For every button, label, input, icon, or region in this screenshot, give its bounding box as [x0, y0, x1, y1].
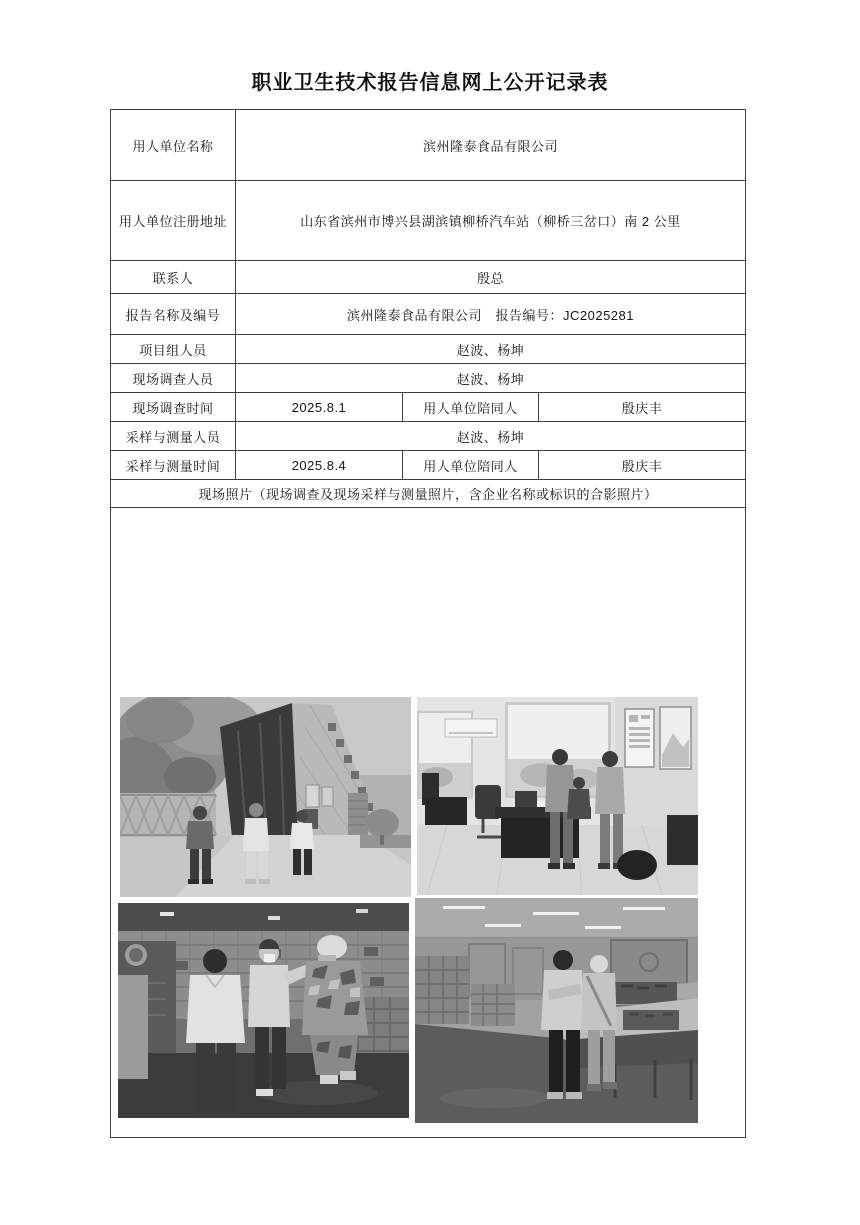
- photo-workshop-inspection: [118, 903, 409, 1118]
- table-row: [111, 364, 746, 393]
- table-row: [111, 451, 746, 480]
- field-value-contact: 殷总: [236, 261, 746, 294]
- table-row: [111, 181, 746, 261]
- table-row: [111, 294, 746, 335]
- field-label-sampling-time: 采样与测量时间: [111, 451, 236, 480]
- field-value-registered-address: 山东省滨州市博兴县湖滨镇柳桥汽车站（柳桥三岔口）南 2 公里: [236, 181, 746, 261]
- field-value-sampling-companion: 殷庆丰: [539, 451, 746, 480]
- page-title: 职业卫生技术报告信息网上公开记录表: [251, 72, 609, 94]
- table-row: [111, 422, 746, 451]
- field-label-sampling-staff: 采样与测量人员: [111, 422, 236, 451]
- table-row: [111, 110, 746, 181]
- photo-workshop-sampling: [415, 898, 698, 1123]
- field-label-sampling-companion: 用人单位陪同人: [403, 451, 539, 480]
- field-value-survey-staff: 赵波、杨坤: [236, 364, 746, 393]
- field-value-sampling-time: 2025.8.4: [236, 451, 403, 480]
- photo-group-at-company-monument: [120, 697, 411, 897]
- field-label-contact: 联系人: [111, 261, 236, 294]
- photos-caption: 现场照片（现场调查及现场采样与测量照片，含企业名称或标识的合影照片）: [111, 480, 746, 508]
- field-label-employer-name: 用人单位名称: [111, 110, 236, 181]
- table-row: [111, 393, 746, 422]
- field-value-project-team: 赵波、杨坤: [236, 335, 746, 364]
- table-row: [111, 261, 746, 294]
- table-row: [111, 480, 746, 508]
- table-row: [111, 508, 746, 1138]
- field-value-employer-name: 滨州隆泰食品有限公司: [236, 110, 746, 181]
- photos-cell: [111, 508, 746, 1138]
- field-label-survey-companion: 用人单位陪同人: [403, 393, 539, 422]
- field-value-survey-time: 2025.8.1: [236, 393, 403, 422]
- table-row: [111, 335, 746, 364]
- field-label-report-name-no: 报告名称及编号: [111, 294, 236, 335]
- field-value-survey-companion: 殷庆丰: [539, 393, 746, 422]
- field-label-registered-address: 用人单位注册地址: [111, 181, 236, 261]
- field-value-report-name-no: 滨州隆泰食品有限公司 报告编号：JC2025281: [236, 294, 746, 335]
- field-label-survey-staff: 现场调查人员: [111, 364, 236, 393]
- field-label-survey-time: 现场调查时间: [111, 393, 236, 422]
- field-value-sampling-staff: 赵波、杨坤: [236, 422, 746, 451]
- field-label-project-team: 项目组人员: [111, 335, 236, 364]
- photo-office-site-investigation: [417, 697, 698, 895]
- record-table: [110, 109, 746, 1138]
